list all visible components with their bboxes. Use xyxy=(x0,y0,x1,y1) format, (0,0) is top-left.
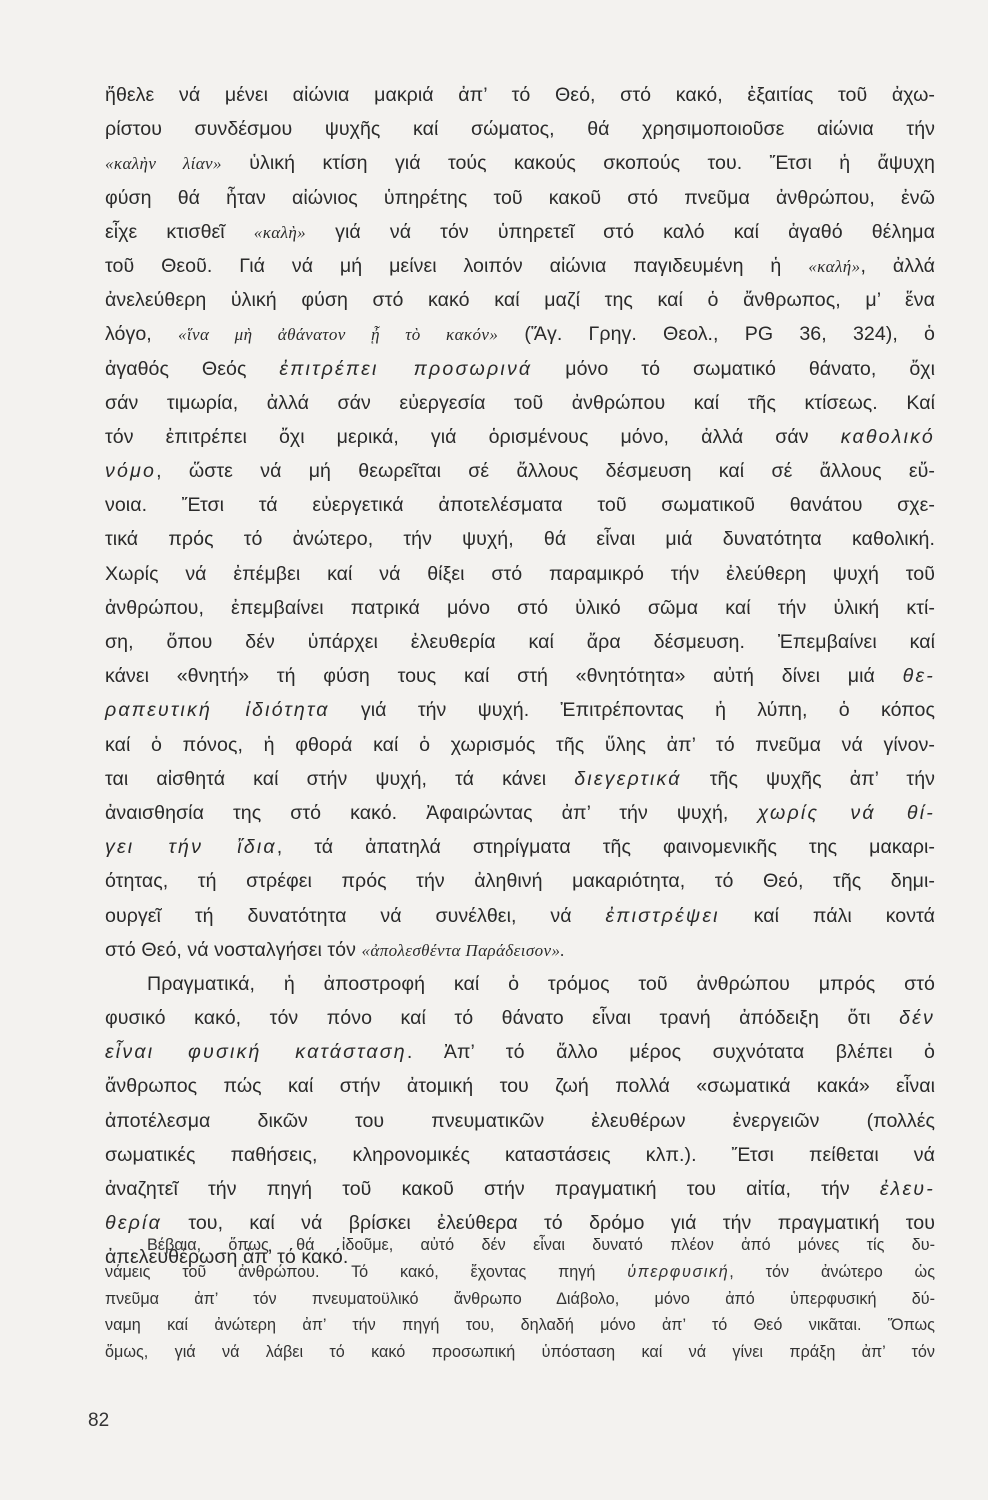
text-line xyxy=(105,1339,935,1366)
text-run: ὑλική κτίση γιά τούς κακούς σκοπούς του. Ἔτσι ἡ ἄψυχη xyxy=(221,152,935,175)
book-page xyxy=(105,0,935,1500)
text-run: εἶχε κτισθεῖ xyxy=(105,220,254,243)
text-line xyxy=(105,454,935,488)
text-run: , τά ἀπατηλά στηρίγματα τῆς φαινομενικῆς της μακαρι- xyxy=(276,836,935,859)
text-line xyxy=(105,625,935,659)
text-line xyxy=(105,933,935,967)
text-line xyxy=(105,1069,935,1103)
text-line xyxy=(105,386,935,420)
text-line xyxy=(105,728,935,762)
emphasis-text: ὑπερφυσική xyxy=(627,1262,730,1281)
text-run: φύση θά ἦταν αἰώνιος ὑπηρέτης τοῦ κακοῦ στό πνεῦμα ἀνθρώπου, ἐνῶ xyxy=(105,186,935,209)
text-line xyxy=(105,215,935,249)
quoted-text: «καλὴ» xyxy=(253,222,307,242)
text-line xyxy=(105,1001,935,1035)
quoted-text: «ἀπολεσθέντα Παράδεισον». xyxy=(361,940,566,960)
text-run: (Ἅγ. Γρηγ. Θεολ., PG 36, 324), ὁ xyxy=(498,323,935,346)
text-run: Βέβαια, ὅπως θά ἰδοῦμε, αὐτό δέν εἶναι δυνατό πλέον ἀπό μόνες τίς δυ- xyxy=(147,1236,935,1254)
text-run: ἄνθρωπος πώς καί στήν ἀτομική του ζωή πολλά «σωματικά κακά» εἶναι xyxy=(105,1075,935,1098)
text-run: τόν ἐπιτρέπει ὄχι μερικά, γιά ὁρισμένους μόνο, ἀλλά σάν xyxy=(105,425,841,448)
text-run: τῆς ψυχῆς ἀπ’ τήν xyxy=(681,767,935,790)
emphasis-text: θε- xyxy=(902,665,935,688)
text-run: φυσικό κακό, τόν πόνο καί τό θάνατο εἶναι τρανή ἀπόδειξη ὅτι xyxy=(105,1007,900,1030)
text-run: ται αἰσθητά καί στήν ψυχή, τά κάνει xyxy=(105,767,575,790)
text-run: Χωρίς νά ἐπέμβει καί νά θίξει στό παραμικρό τήν ἐλεύθερη ψυχή τοῦ xyxy=(105,562,935,585)
emphasis-text: ἐπιτρέπει προσωρινά xyxy=(279,357,533,380)
text-run: ἀποτέλεσμα δικῶν του πνευματικῶν ἐλευθέρων ἐνεργειῶν (πολλές xyxy=(105,1109,935,1132)
emphasis-text: ἐπιστρέψει xyxy=(605,904,720,927)
text-run: κάνει «θνητή» τή φύση τους καί στή «θνητότητα» αὐτή δίνει μιά xyxy=(105,665,903,688)
text-run: ἀνελεύθερη ὑλική φύση στό κακό καί μαζί της καί ὁ ἄνθρωπος, μ’ ἕνα xyxy=(105,289,935,312)
text-run: ναμη καί ἀνώτερη ἀπ’ τήν πηγή του, δηλαδή μόνο ἀπ’ τό Θεό νικᾶται. Ὅπως xyxy=(105,1316,935,1335)
text-line xyxy=(105,112,935,146)
text-line xyxy=(105,591,935,625)
text-run: Πραγματικά, ἡ ἀποστροφή καί ὁ τρόμος τοῦ ἀνθρώπου μπρός στό xyxy=(147,972,935,995)
text-run: ἀναζητεῖ τήν πηγή τοῦ κακοῦ στήν πραγματική του αἰτία, τήν xyxy=(105,1178,880,1200)
emphasis-text: ραπευτική ἰδιότητα xyxy=(105,699,330,722)
quoted-text: «ἵνα μὴ ἀθάνατον ᾖ τὸ κακόν» xyxy=(177,325,499,345)
text-run: , ὥστε νά μή θεωρεῖται σέ ἄλλους δέσμευση καί σέ ἄλλους εὔ- xyxy=(156,460,935,483)
text-run: ὅμως, γιά νά λάβει τό κακό προσωπική ὑπόσταση καί νά γίνει πράξη ἀπ’ τόν xyxy=(105,1343,935,1362)
text-run: ρίστου συνδέσμου ψυχῆς καί σώματος, θά χρησιμοποιοῦσε αἰώνια τήν xyxy=(105,118,935,141)
text-run: τοῦ Θεοῦ. Γιά νά μή μείνει λοιπόν αἰώνια παγιδευμένη ἡ xyxy=(105,254,809,277)
text-run: νοια. Ἔτσι τά εὐεργετικά ἀποτελέσματα τοῦ σωματικοῦ θανάτου σχε- xyxy=(105,494,935,517)
text-line xyxy=(105,1286,935,1313)
text-line xyxy=(105,317,935,351)
text-line xyxy=(105,796,935,830)
text-line xyxy=(105,420,935,454)
emphasis-text: νόμο xyxy=(105,460,157,483)
text-line xyxy=(105,557,935,591)
text-run: . Ἀπ’ τό ἄλλο μέρος συχνότατα βλέπει ὁ xyxy=(406,1041,936,1064)
continuation-text xyxy=(105,1232,935,1366)
text-run: λόγο, xyxy=(105,323,178,346)
text-run: καί ὁ πόνος, ἡ φθορά καί ὁ χωρισμός τῆς ὕλης ἀπ’ τό πνεῦμα νά γίνον- xyxy=(105,733,935,756)
text-line xyxy=(105,762,935,796)
emphasis-text: γει τήν ἴδια xyxy=(105,836,277,859)
text-run: τικά πρός τό ἀνώτερο, τήν ψυχή, θά εἶναι μιά δυνατότητα καθολική. xyxy=(105,528,935,551)
text-line xyxy=(105,659,935,693)
text-line xyxy=(105,1138,935,1172)
text-run: στό Θεό, νά νοσταλγήσει τόν xyxy=(105,938,362,961)
text-line xyxy=(105,283,935,317)
text-run: , ἀλλά xyxy=(860,254,936,277)
text-line xyxy=(105,352,935,386)
text-run: του, καί νά βρίσκει ἐλεύθερα τό δρόμο γιά τήν πραγματική του xyxy=(162,1212,935,1235)
text-line xyxy=(105,864,935,898)
text-run: ἀπελευθέρωση ἀπ’ τό κακό. xyxy=(105,1246,349,1269)
text-run: νάμεις τοῦ ἀνθρώπου. Τό κακό, ἔχοντας πηγή xyxy=(105,1262,628,1281)
text-line xyxy=(105,1259,935,1286)
text-run: ουργεῖ τή δυνατότητα νά συνέλθει, νά xyxy=(105,904,606,927)
text-run: ση, ὅπου δέν ὑπάρχει ἐλευθερία καί ἄρα δέσμευση. Ἐπεμβαίνει καί xyxy=(105,631,935,653)
text-line xyxy=(105,899,935,933)
text-run: , τόν ἀνώτερο ὡς xyxy=(729,1262,935,1281)
text-run: σάν τιμωρία, ἀλλά σάν εὐεργεσία τοῦ ἀνθρώπου καί τῆς κτίσεως. Καί xyxy=(105,391,935,414)
text-line xyxy=(105,830,935,864)
text-run: καί πάλι κοντά xyxy=(719,904,935,927)
emphasis-text: δέν xyxy=(899,1007,935,1030)
text-line xyxy=(105,1232,935,1259)
text-run: γιά νά τόν ὑπηρετεῖ στό καλό καί ἀγαθό θέλημα xyxy=(306,220,935,243)
main-text xyxy=(105,78,935,1275)
text-line xyxy=(105,522,935,556)
text-run: ἀναισθησία της στό κακό. Ἀφαιρώντας ἀπ’ τήν ψυχή, xyxy=(105,801,758,824)
text-run: μόνο τό σωματικό θάνατο, ὄχι xyxy=(532,357,935,380)
text-line xyxy=(105,1312,935,1339)
emphasis-text: καθολικό xyxy=(840,425,935,448)
text-run: γιά τήν ψυχή. Ἐπιτρέποντας ἡ λύπη, ὁ κόπος xyxy=(329,699,935,722)
emphasis-text: διεγερτικά xyxy=(574,767,682,790)
text-run: ἤθελε νά μένει αἰώνια μακριά ἀπ’ τό Θεό, στό κακό, ἐξαιτίας τοῦ ἀχω- xyxy=(105,84,935,106)
text-run: πνεῦμα ἀπ’ τόν πνευματοϋλικό ἄνθρωπο Διάβολο, μόνο ἀπό ὑπερφυσική δύ- xyxy=(105,1289,935,1308)
text-run: ότητας, τή στρέφει πρός τήν ἀληθινή μακαριότητα, τό Θεό, τῆς δημι- xyxy=(105,870,935,893)
text-line xyxy=(105,181,935,215)
emphasis-text: χωρίς νά θί- xyxy=(757,801,935,824)
emphasis-text: θερία xyxy=(105,1212,162,1235)
text-line xyxy=(105,967,935,1001)
text-line xyxy=(105,146,935,180)
text-line xyxy=(105,693,935,727)
text-run: ἀγαθός Θεός xyxy=(105,357,280,380)
text-line xyxy=(105,78,935,112)
text-line xyxy=(105,1035,935,1069)
text-line xyxy=(105,249,935,283)
text-run: ἀνθρώπου, ἐπεμβαίνει πατρικά μόνο στό ὑλικό σῶμα καί τήν ὑλική κτί- xyxy=(105,596,935,619)
text-run: σωματικές παθήσεις, κληρονομικές καταστάσεις κλπ.). Ἔτσι πείθεται νά xyxy=(105,1143,935,1166)
emphasis-text: ἐλευ- xyxy=(879,1178,935,1200)
quoted-text: «καλὴν λίαν» xyxy=(105,154,222,174)
page-number: 82 xyxy=(88,1410,110,1431)
text-line xyxy=(105,1172,935,1206)
emphasis-text: εἶναι φυσική κατάσταση xyxy=(105,1041,407,1064)
quoted-text: «καλή» xyxy=(808,256,861,276)
text-line xyxy=(105,488,935,522)
text-line xyxy=(105,1104,935,1138)
